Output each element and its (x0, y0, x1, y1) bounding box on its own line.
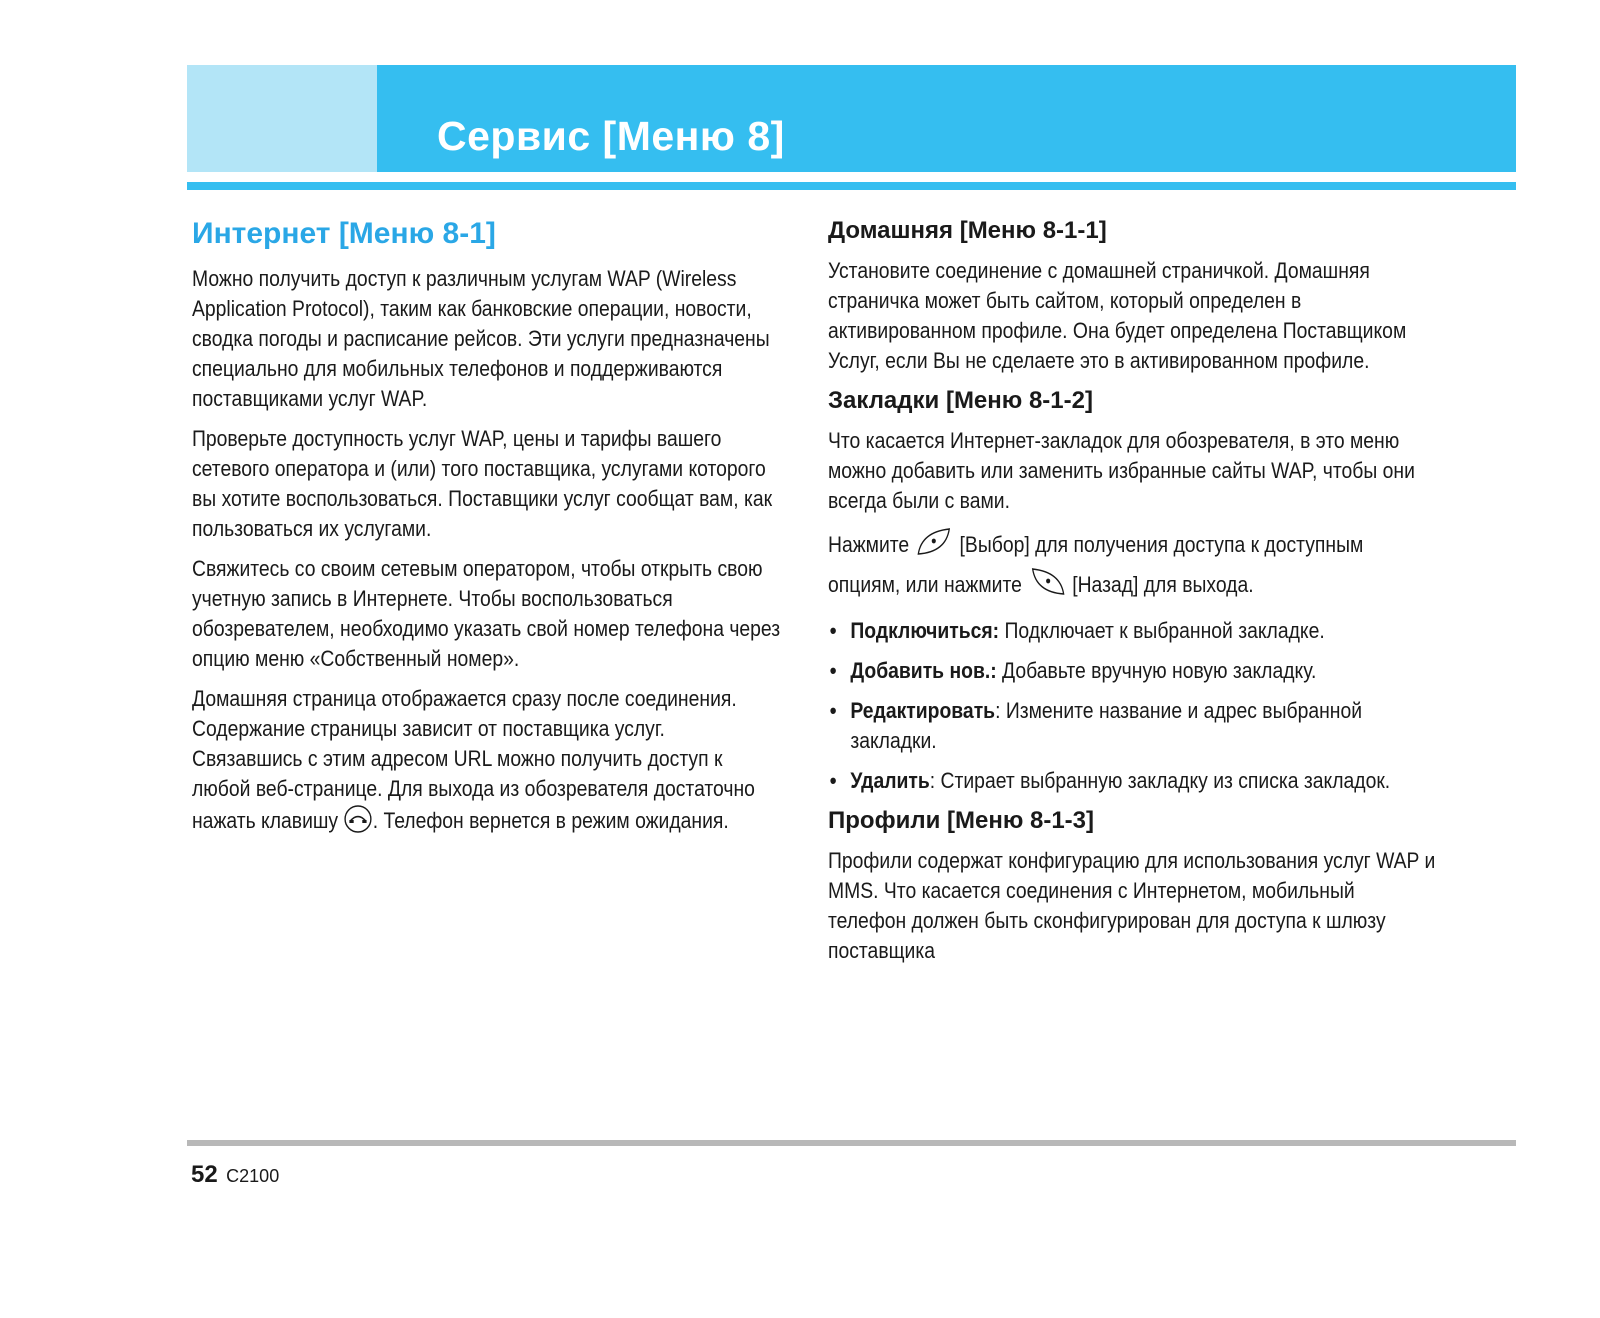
option-desc: Добавьте вручную новую закладку. (996, 658, 1317, 683)
subheading-bookmarks: Закладки [Меню 8-1-2] (828, 387, 1093, 414)
option-term: Редактировать (850, 698, 996, 723)
left-body (192, 264, 781, 842)
list-item (828, 656, 1437, 686)
page-number: 52 (191, 1161, 218, 1188)
paragraph: Свяжитесь со своим сетевым оператором, чтобы открыть свою учетную запись в Интернете. Чтобы воспользоваться обозревателем, необходимо указать свой номер телефона через опцию меню «Собственный номер». (192, 556, 781, 671)
home-body (828, 256, 1437, 376)
footer (191, 1161, 279, 1189)
bookmarks-body (828, 426, 1437, 796)
subheading-home: Домашняя [Меню 8-1-1] (828, 217, 1107, 244)
paragraph-text: Нажмите (828, 532, 910, 557)
right-column (828, 212, 1438, 976)
page-title: Сервис [Меню 8] (437, 113, 785, 159)
header-band-light (187, 65, 377, 172)
paragraph: Можно получить доступ к различным услугам WAP (Wireless Application Protocol), таким как банковские операции, новости, сводка погоды и расписание рейсов. Эти услуги предназначены специально для мобильных телефонов и поддерживаются поставщиками услуг WAP. (192, 266, 770, 411)
paragraph (192, 684, 781, 842)
option-term: Добавить нов.: (850, 658, 997, 683)
paragraph (828, 526, 1437, 606)
header-rule (187, 182, 1516, 190)
paragraph-text: . Телефон вернется в режим ожидания. (372, 808, 729, 833)
option-desc: : Стирает выбранную закладку из списка закладок. (929, 768, 1391, 793)
paragraph: Профили содержат конфигурацию для использования услуг WAP и MMS. Что касается соединения с Интернетом, мобильный телефон должен быть сконфигурирован для доступа к шлюзу поставщика (828, 848, 1436, 963)
paragraph-text: [Выбор] для получения доступа к доступным опциям, или нажмите (828, 532, 1364, 597)
left-soft-key-icon (915, 526, 955, 566)
list-item (828, 616, 1437, 646)
paragraph: Проверьте доступность услуг WAP, цены и тарифы вашего сетевого оператора и (или) того поставщика, услугами которого вы хотите воспользоваться. Поставщики услуг сообщат вам, как пользоваться их услугами. (192, 426, 773, 541)
left-column (192, 212, 782, 852)
paragraph: Установите соединение с домашней страничкой. Домашняя страничка может быть сайтом, который определен в активированном профиле. Она будет определена Поставщиком Услуг, если Вы не сделаете это в активированном профиле. (828, 258, 1407, 373)
model-name: C2100 (226, 1166, 280, 1186)
option-term: Удалить (850, 768, 930, 793)
paragraph: Что касается Интернет-закладок для обозревателя, в это меню можно добавить или заменить избранные сайты WAP, чтобы они всегда были с вами. (828, 428, 1415, 513)
bookmark-options-list (828, 616, 1437, 796)
end-key-icon (343, 804, 372, 842)
option-term: Подключиться: (850, 618, 1000, 643)
subheading-profiles: Профили [Меню 8-1-3] (828, 807, 1095, 834)
section-heading-internet: Интернет [Меню 8-1] (192, 217, 496, 250)
right-soft-key-icon (1027, 566, 1067, 606)
option-desc: : Измените название и адрес выбранной закладки. (850, 698, 1363, 753)
profiles-body (828, 846, 1437, 966)
paragraph-text: [Назад] для выхода. (1072, 572, 1254, 597)
footer-rule (187, 1140, 1516, 1146)
option-desc: Подключает к выбранной закладке. (999, 618, 1325, 643)
list-item (828, 766, 1437, 796)
paragraph-text: Домашняя страница отображается сразу после соединения. Содержание страницы зависит от поставщика услуг. Связавшись с этим адресом URL можно получить доступ к любой веб-странице. Для выхода из обозревателя достаточно нажать клавишу (192, 686, 755, 833)
list-item (828, 696, 1437, 756)
